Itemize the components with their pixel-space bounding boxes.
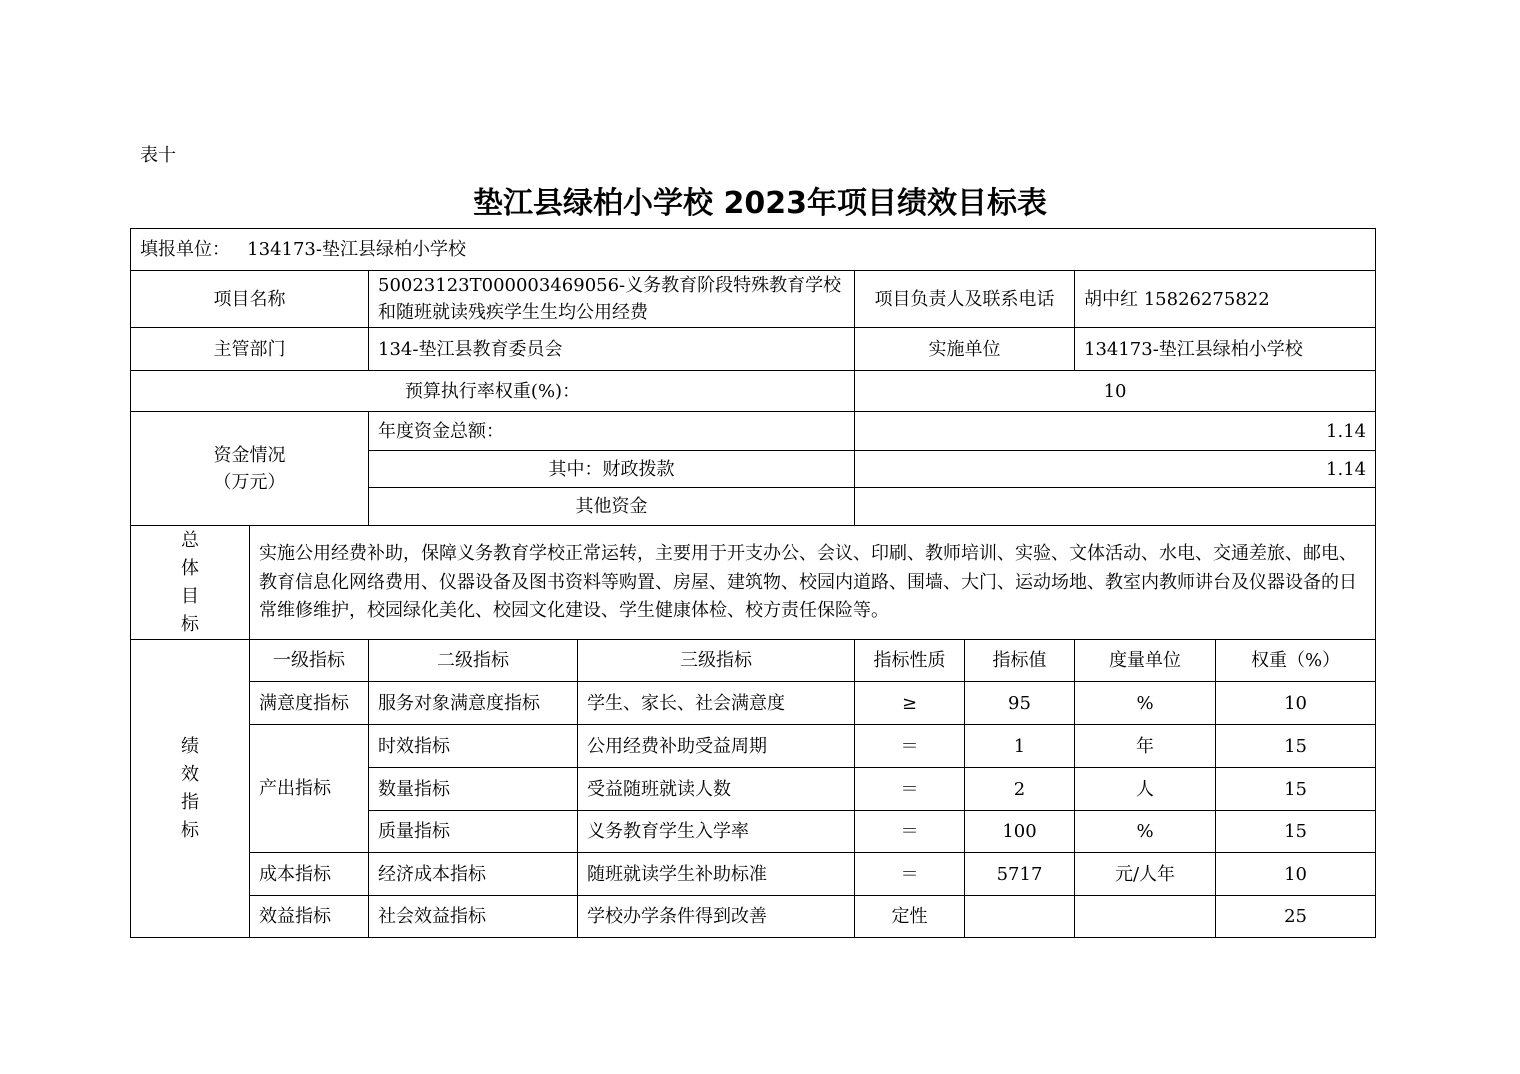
table-row [131,682,1376,725]
level3-cell: 受益随班就读人数 [578,768,855,811]
level3-cell: 学校办学条件得到改善 [578,896,855,938]
department-label: 主管部门 [131,328,369,371]
level1-cost: 成本指标 [250,853,369,896]
implementing-unit-label: 实施单位 [855,328,1075,371]
performance-target-table [130,228,1376,938]
indicators-char-1: 绩 [181,735,199,757]
header-level3: 三级指标 [578,640,855,682]
table-row [131,853,1376,896]
project-name-label: 项目名称 [131,271,369,328]
project-row [131,271,1376,328]
header-value: 指标值 [965,640,1075,682]
level2-cell: 时效指标 [369,725,578,768]
overall-goal-label [131,526,250,640]
table-row [131,725,1376,768]
value-cell: 1 [965,725,1075,768]
funds-fiscal-value: 1.14 [855,451,1376,488]
project-contact-label: 项目负责人及联系电话 [855,271,1075,328]
filing-unit-value: 134173-垫江县绿柏小学校 [247,239,466,260]
document-title: 垫江县绿柏小学校 2023年项目绩效目标表 [473,186,1047,221]
budget-weight-value: 10 [855,371,1376,412]
funds-label [131,412,369,526]
unit-cell [1075,896,1216,938]
unit-cell: 年 [1075,725,1216,768]
department-value: 134-垫江县教育委员会 [369,328,855,371]
funds-total-label: 年度资金总额： [369,412,855,451]
unit-cell: % [1075,811,1216,853]
funds-label-line1: 资金情况 [213,444,286,466]
funds-other-value [855,488,1376,526]
budget-weight-row [131,371,1376,412]
indicators-char-2: 效 [181,763,199,785]
unit-cell: 人 [1075,768,1216,811]
weight-cell: 15 [1216,725,1376,768]
level2-cell: 数量指标 [369,768,578,811]
overall-goal-char-4: 标 [181,613,199,635]
project-name-value: 50023123T000003469056-义务教育阶段特殊教育学校和随班就读残疾学生生均公用经费 [369,271,855,328]
value-cell: 5717 [965,853,1075,896]
header-level1: 一级指标 [250,640,369,682]
nature-cell: ＝ [855,768,965,811]
overall-goal-text: 实施公用经费补助，保障义务教育学校正常运转，主要用于开支办公、会议、印刷、教师培训、实验、文体活动、水电、交通差旅、邮电、教育信息化网络费用、仪器设备及图书资料等购置、房屋、建筑物、校园内道路、围墙、大门、运动场地、教室内教师讲台及仪器设备的日常维修维护，校园绿化美化、校园文化建设、学生健康体检、校方责任保险等。 [250,526,1376,640]
level2-cell: 服务对象满意度指标 [369,682,578,725]
nature-cell: ＝ [855,725,965,768]
header-unit: 度量单位 [1075,640,1216,682]
department-row [131,328,1376,371]
nature-cell: 定性 [855,896,965,938]
funds-other-label: 其他资金 [369,488,855,526]
indicator-header-row [131,640,1376,682]
weight-cell: 15 [1216,811,1376,853]
unit-cell: 元/人年 [1075,853,1216,896]
overall-goal-row [131,526,1376,640]
nature-cell: ≥ [855,682,965,725]
indicators-char-4: 标 [181,819,199,841]
unit-cell: % [1075,682,1216,725]
level1-satisfaction: 满意度指标 [250,682,369,725]
filing-unit-cell [131,229,1376,271]
weight-cell: 25 [1216,896,1376,938]
level2-cell: 质量指标 [369,811,578,853]
level3-cell: 随班就读学生补助标准 [578,853,855,896]
value-cell: 95 [965,682,1075,725]
level1-benefit: 效益指标 [250,896,369,938]
project-contact-value: 胡中红 15826275822 [1075,271,1376,328]
header-weight: 权重（%） [1216,640,1376,682]
filing-unit-label: 填报单位： [140,239,230,260]
indicators-char-3: 指 [181,791,199,813]
overall-goal-char-1: 总 [181,529,199,551]
weight-cell: 10 [1216,682,1376,725]
funds-label-line2: （万元） [213,471,286,493]
level1-output: 产出指标 [250,725,369,853]
nature-cell: ＝ [855,853,965,896]
level2-cell: 社会效益指标 [369,896,578,938]
table-number: 表十 [140,145,176,166]
value-cell: 100 [965,811,1075,853]
weight-cell: 10 [1216,853,1376,896]
funds-total-row [131,412,1376,451]
funds-total-value: 1.14 [855,412,1376,451]
level3-cell: 义务教育学生入学率 [578,811,855,853]
value-cell: 2 [965,768,1075,811]
level2-cell: 经济成本指标 [369,853,578,896]
value-cell [965,896,1075,938]
funds-fiscal-label: 其中：财政拨款 [369,451,855,488]
level3-cell: 公用经费补助受益周期 [578,725,855,768]
header-level2: 二级指标 [369,640,578,682]
filing-unit-row [131,229,1376,271]
indicators-label [131,640,250,938]
nature-cell: ＝ [855,811,965,853]
weight-cell: 15 [1216,768,1376,811]
overall-goal-char-3: 目 [181,585,199,607]
level3-cell: 学生、家长、社会满意度 [578,682,855,725]
implementing-unit-value: 134173-垫江县绿柏小学校 [1075,328,1376,371]
header-nature: 指标性质 [855,640,965,682]
table-row [131,896,1376,938]
budget-weight-label: 预算执行率权重(%)： [131,371,855,412]
overall-goal-char-2: 体 [181,557,199,579]
